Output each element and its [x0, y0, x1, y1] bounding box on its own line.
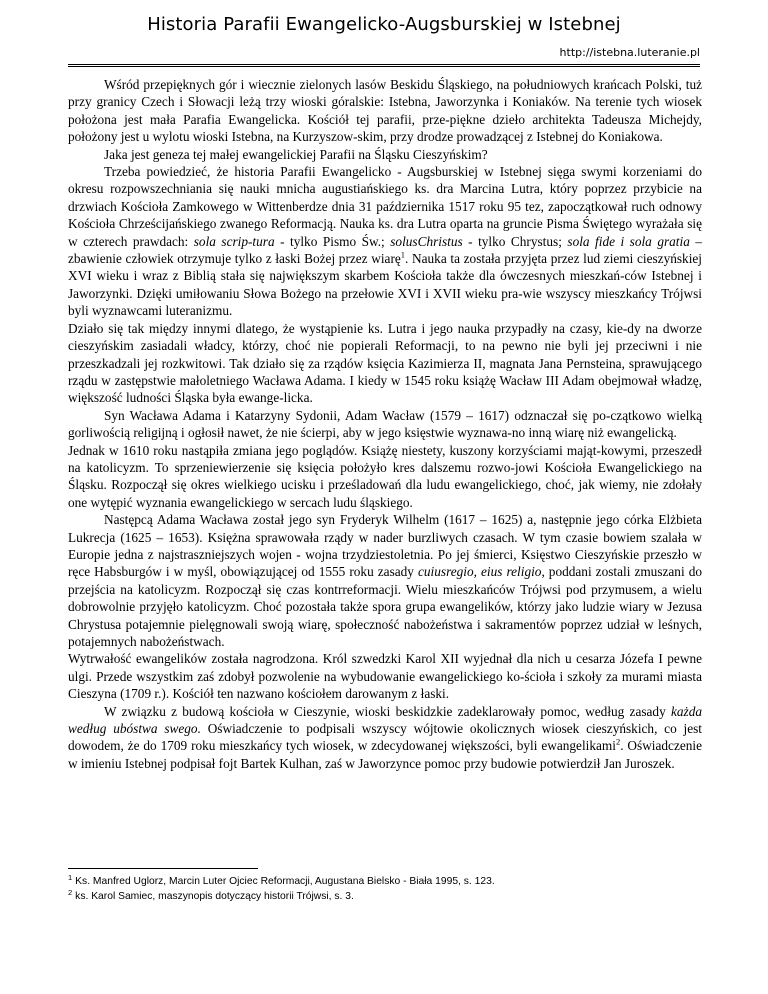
paragraph-1: Wśród przepięknych gór i wiecznie zielonych lasów Beskidu Śląskiego, na południowych krańcach Polski, tuż przy granicy Czech i Słowacji leżą trzy wioski góralskie: Istebna, Jaworzynka i Koniaków. Na terenie tych wiosek położona jest mała Parafia Ewangelicka. Kościół tej parafii, prze-piękne dzieło architekta Tadeusza Michejdy, położony jest u wylotu wioski Istebna, na Kurzyszow-skim, przy drodze prowadzącej z Istebnej do Koniakowa. [68, 77, 702, 145]
paragraph-9-text-c: Oświadczenie to podpisali wszyscy wójtowie okolicznych wiosek cieszyńskich, co jest dowodem, że do 1709 roku mieszkańcy tych wiosek, w zdecydowanej większości, byli ewangelikami [68, 721, 702, 754]
paragraph-2: Jaka jest geneza tej małej ewangelickiej Parafii na Śląsku Cieszyńskim? [104, 146, 488, 162]
paragraph-7-text-a: Następcą Adama Wacława został jego syn Fryderyk Wilhelm (1617 – 1625) a, następnie jego córka Elżbieta Lukrecja (1625 – 1653). Księżna sprawowała rządy w nader burzliwych czasach. W tym czasie bowiem szalała w Europie jedna z najstraszniejszych wojen - wojna trzydziestoletnia. Po jej śmierci, Księstwo Cieszyńskie przeszło w ręce Habsburgów i w myśl, obowiązującej od 1555 roku zasady [68, 512, 702, 580]
footnote-2 [68, 889, 702, 904]
paragraph-3-italic-sola-fide: sola fide i sola gratia [567, 233, 690, 249]
body-text [68, 76, 702, 772]
paragraph-3 [68, 163, 702, 320]
paragraph-3-text-c: - tylko Pismo Św.; [274, 233, 391, 249]
paragraph-3-text-h: . Nauka ta została przyjęta przez lud ziemi cieszyńskiej XVI wieku i wraz z Biblią stała się największym skarbem Kościoła także dla ówczesnych mieszkań-ców Istebnej i Jaworzynki. Dzięki umiłowaniu Słowa Bożego na przełowie XVI i XVII wieku pra-wie wszyscy mieszkańcy Trójwsi byli wyznawcami luteranizmu. [68, 251, 702, 319]
paragraph-3-text-a: Trzeba powiedzieć, że historia Parafii Ewangelicko - Augsburskiej w Istebnej sięga swymi korzeniami do okresu rozpowszechniania się nauki mnicha augustiańskiego ks. dra Marcina Lutra, który poprzez przybicie na drzwiach Kościoła Zamkowego w Wittenberdze dnia 31 października 1517 roku 95 tez, zapoczątkował ruch odnowy Kościoła Chrześcijańskiego zwanego Reformacją. Nauka ks. dra Lutra oparta na gruncie Pisma Świętego wyrażała się w czterech prawdach: [68, 164, 702, 249]
page-header-url[interactable]: http://istebna.luteranie.pl [559, 46, 700, 59]
paragraph-7-text-c: , poddani zostali zmuszani do przejścia na katolicyzm. Rozpoczął się czas kontrreformacji. Wielu mieszkańców Trójwsi pod przymusem, a wielu dobrowolnie przyjęło katolicyzm. Choć pozostała także spora grupa ewangelików, którzy jako ludzie wiary w Jezusa Chrystusa potajemnie pielęgnowali swoją wiarę, społeczność nabożeństwa i sakramentów poprzez udział w leśnych, potajemnych nabożeństwach. [68, 564, 702, 649]
footnote-1-number: 1 [68, 872, 73, 882]
footnote-reference-2[interactable]: 2 [615, 737, 621, 748]
footnote-1 [68, 874, 702, 889]
footnotes [68, 874, 702, 904]
footnote-separator [68, 868, 258, 869]
footnote-2-number: 2 [68, 887, 73, 897]
paragraph-9-text-d: . Oświadczenie w imieniu Istebnej podpisał fojt Bartek Kulhan, zaś w Jaworzynce pomoc przy budowie potwierdził Jan Juroszek. [68, 738, 702, 771]
footnote-reference-1[interactable]: 1 [400, 249, 406, 260]
header-rule-bottom [68, 66, 700, 67]
footnote-2-text: ks. Karol Samiec, maszynopis dotyczący historii Trójwsi, s. 3. [75, 891, 354, 902]
paragraph-5: Syn Wacława Adama i Katarzyny Sydonii, Adam Wacław (1579 – 1617) odznaczał się po-czątkowo wielką gorliwością religijną i ogłosił nawet, że nie ścierpi, aby w jego księstwie wyznawa-no inną wiarę niż ewangelicką. [68, 407, 702, 441]
paragraph-8: Wytrwałość ewangelików została nagrodzona. Król szwedzki Karol XII wyjednał dla nich u cesarza Józefa I pewne ulgi. Przede wszystkim zaś zdobył pozwolenie na wybudowanie ewangelickiego ko-ścioła i szkoły za murami miasta Cieszyna (1709 r.). Kościół ten nazwano kościołem darowanym z łaski. [68, 651, 702, 702]
paragraph-3-italic-sola-scriptura: sola scrip-tura [193, 233, 275, 249]
paragraph-9-text-a: W związku z budową kościoła w Cieszynie, wioski beskidzkie zadeklarowały pomoc, według zasady [104, 703, 671, 719]
paragraph-9-italic-quote: każda według ubóstwa swego. [68, 703, 702, 737]
paragraph-7-italic-cuius-regio: cuiusregio, eius religio [418, 564, 542, 580]
header-rule-top [68, 64, 700, 65]
paragraph-3-italic-solus-christus: solusChristus [390, 233, 463, 249]
paragraph-9 [68, 703, 702, 773]
page-header-title: Historia Parafii Ewangelicko-Augsburskiej w Istebnej [147, 14, 621, 35]
paragraph-4: Działo się tak między innymi dlatego, że wystąpienie ks. Lutra i jego nauka przypadły na czasy, kie-dy na dworze cieszyńskim zasiadali władcy, którzy, choć nie popierali Reformacji, to na pewno nie byli jej przeciwni i nie przeszkadzali jej rozkwitowi. Tak działo się za rządów księcia Kazimierza II, magnata Jana Pernsteina, sprawującego rządu w zastępstwie małoletniego Wacława Adama. I kiedy w 1545 roku książę Wacław III Adam obejmował władzę, większość ludności Śląska była ewange-licka. [68, 320, 702, 406]
paragraph-3-text-g: – zbawienie człowiek otrzymuje tylko z łaski Bożej przez wiarę [68, 233, 702, 267]
paragraph-7 [68, 511, 702, 650]
paragraph-6: Jednak w 1610 roku nastąpiła zmiana jego poglądów. Książę niestety, kuszony korzyściami mająt-kowymi, przeszedł na katolicyzm. To sprzeniewierzenie się księcia położyło kres dalszemu rozwo-jowi Kościoła Ewangelickiego na Śląsku. Rozpoczął się okres wielkiego ucisku i prześladowań dla ludu ewangelickiego, choć, jak wiemy, nie zdołały one wytępić wyznania ewangelickiego w sercach ludu śląskiego. [68, 442, 702, 510]
paragraph-3-text-e: - tylko Chrystus; [462, 233, 568, 249]
footnote-1-text: Ks. Manfred Uglorz, Marcin Luter Ojciec Reformacji, Augustana Bielsko - Biała 1995, s. 123. [75, 876, 495, 887]
